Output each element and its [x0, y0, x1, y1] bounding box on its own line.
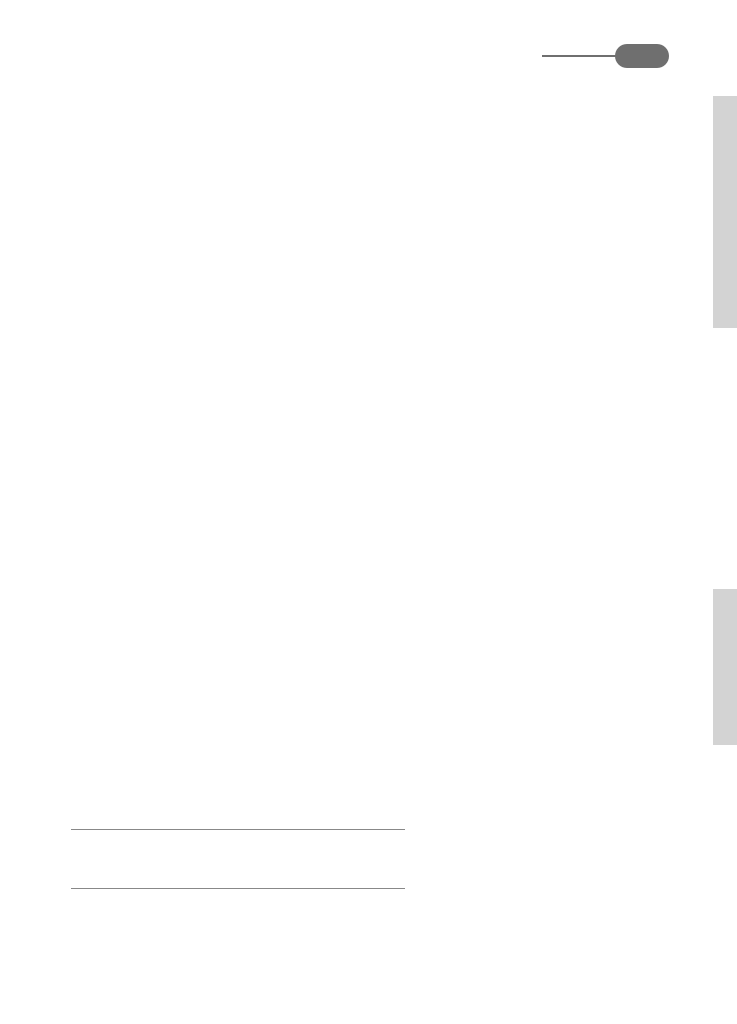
table-bottom-rule: [71, 888, 405, 889]
table-top-rule: [71, 829, 405, 830]
chapter-header: [71, 47, 81, 63]
side-thumb-tab: [713, 96, 737, 328]
side-thumb-tab: [713, 589, 737, 745]
exercise-110-header: [71, 588, 78, 605]
page-number-badge: [615, 44, 669, 68]
